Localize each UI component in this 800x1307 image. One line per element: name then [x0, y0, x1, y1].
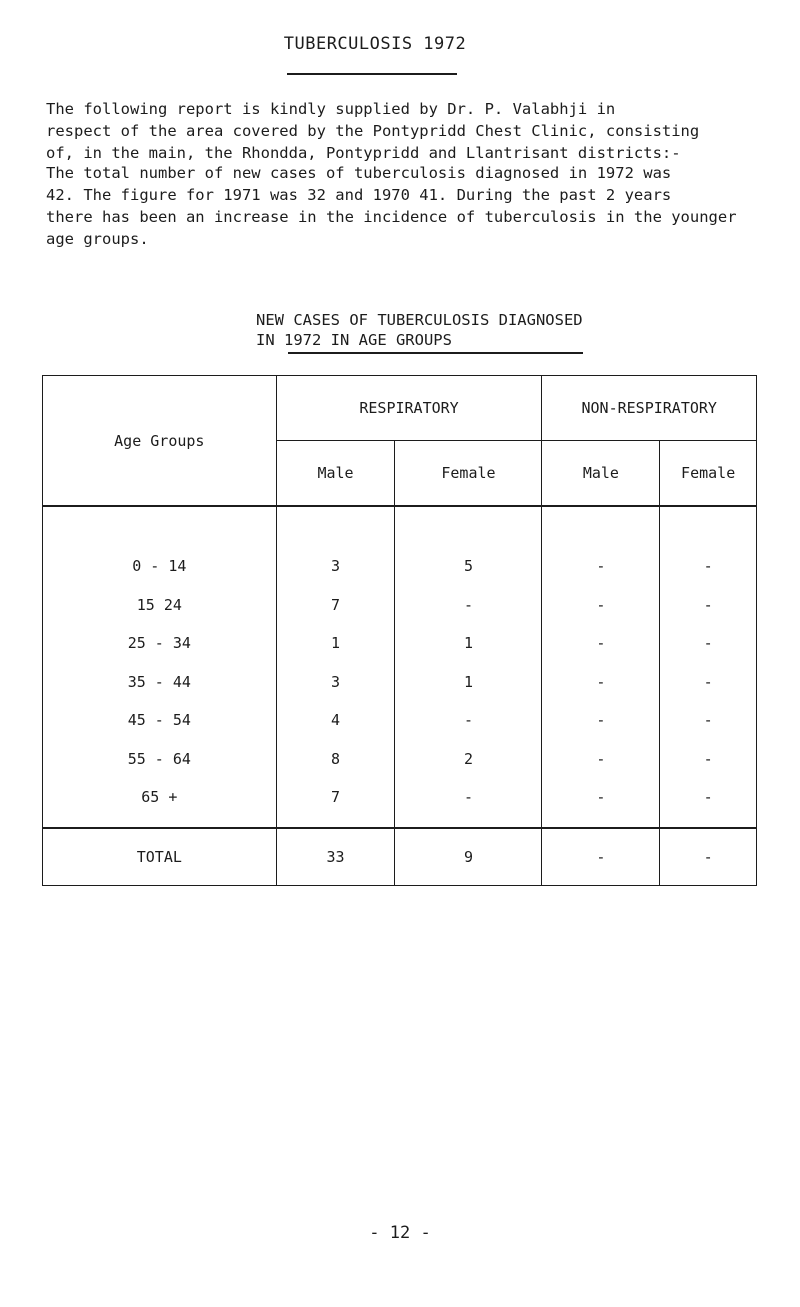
value-cell: -: [596, 788, 606, 806]
value-cell: 7: [331, 595, 341, 614]
value-cell: 1: [463, 672, 473, 691]
value-cell: -: [703, 788, 713, 806]
title-underline: [287, 73, 457, 75]
page-title: TUBERCULOSIS 1972: [283, 34, 467, 54]
age-group-cell: 65 +: [141, 788, 178, 806]
total-respiratory-male: 33: [276, 828, 395, 886]
header-non-respiratory-male: Male: [542, 441, 660, 507]
table-title-line-1: NEW CASES OF TUBERCULOSIS DIAGNOSED: [256, 311, 583, 329]
value-cell: -: [703, 595, 713, 614]
value-cell: -: [596, 595, 606, 614]
age-group-cell: 55 - 64: [127, 749, 191, 768]
non-respiratory-female-column: [660, 506, 757, 828]
value-cell: 4: [331, 711, 341, 729]
age-group-cell: 0 - 14: [132, 557, 187, 575]
value-cell: 2: [463, 749, 473, 768]
intro-paragraph: The following report is kindly supplied by Dr. P. Valabhji in respect of the area covered by the Pontypridd Chest Clinic, consisting of, in the main, the Rhondda, Pontypridd and Llantrisant districts:-: [46, 100, 700, 162]
total-label: TOTAL: [43, 828, 277, 886]
non-respiratory-male-column: [542, 506, 660, 828]
header-non-respiratory: NON-RESPIRATORY: [542, 376, 757, 441]
value-cell: 1: [331, 634, 341, 652]
value-cell: -: [596, 672, 606, 691]
value-cell: -: [596, 711, 606, 729]
page-number: - 12 -: [369, 1223, 431, 1243]
table-body-row: [43, 506, 757, 828]
value-cell: -: [703, 749, 713, 768]
value-cell: 8: [331, 749, 341, 768]
table-title: [256, 310, 583, 350]
table-title-underline: [288, 352, 583, 354]
age-group-cell: 35 - 44: [127, 672, 191, 691]
value-cell: -: [596, 749, 606, 768]
value-cell: 5: [463, 557, 473, 575]
age-group-cell: 45 - 54: [127, 711, 191, 729]
value-cell: -: [703, 634, 713, 652]
table-title-line-2: IN 1972 IN AGE GROUPS: [256, 331, 452, 349]
value-cell: -: [703, 711, 713, 729]
header-age-groups: Age Groups: [43, 376, 277, 507]
total-respiratory-female: 9: [395, 828, 542, 886]
total-non-respiratory-male: -: [542, 828, 660, 886]
header-respiratory: RESPIRATORY: [276, 376, 542, 441]
header-non-respiratory-female: Female: [660, 441, 757, 507]
tuberculosis-cases-table: [42, 375, 757, 886]
respiratory-female-column: [395, 506, 542, 828]
value-cell: 7: [331, 788, 341, 806]
value-cell: 1: [463, 634, 473, 652]
value-cell: -: [463, 788, 473, 806]
header-respiratory-male: Male: [276, 441, 395, 507]
respiratory-male-column: [276, 506, 395, 828]
age-group-cell: 25 - 34: [127, 634, 191, 652]
summary-paragraph: The total number of new cases of tuberculosis diagnosed in 1972 was 42. The figure for 1971 was 32 and 1970 41. During the past 2 years there has been an increase in the incidence of tuberculosis in the younger age groups.: [46, 164, 737, 248]
header-respiratory-female: Female: [395, 441, 542, 507]
value-cell: -: [703, 557, 713, 575]
age-group-cell: 15 24: [136, 595, 182, 614]
value-cell: 3: [331, 672, 341, 691]
age-group-column: [43, 506, 277, 828]
total-row: [43, 828, 757, 886]
total-non-respiratory-female: -: [660, 828, 757, 886]
value-cell: -: [703, 672, 713, 691]
value-cell: -: [463, 711, 473, 729]
value-cell: -: [463, 595, 473, 614]
value-cell: -: [596, 557, 606, 575]
value-cell: -: [596, 634, 606, 652]
value-cell: 3: [331, 557, 341, 575]
